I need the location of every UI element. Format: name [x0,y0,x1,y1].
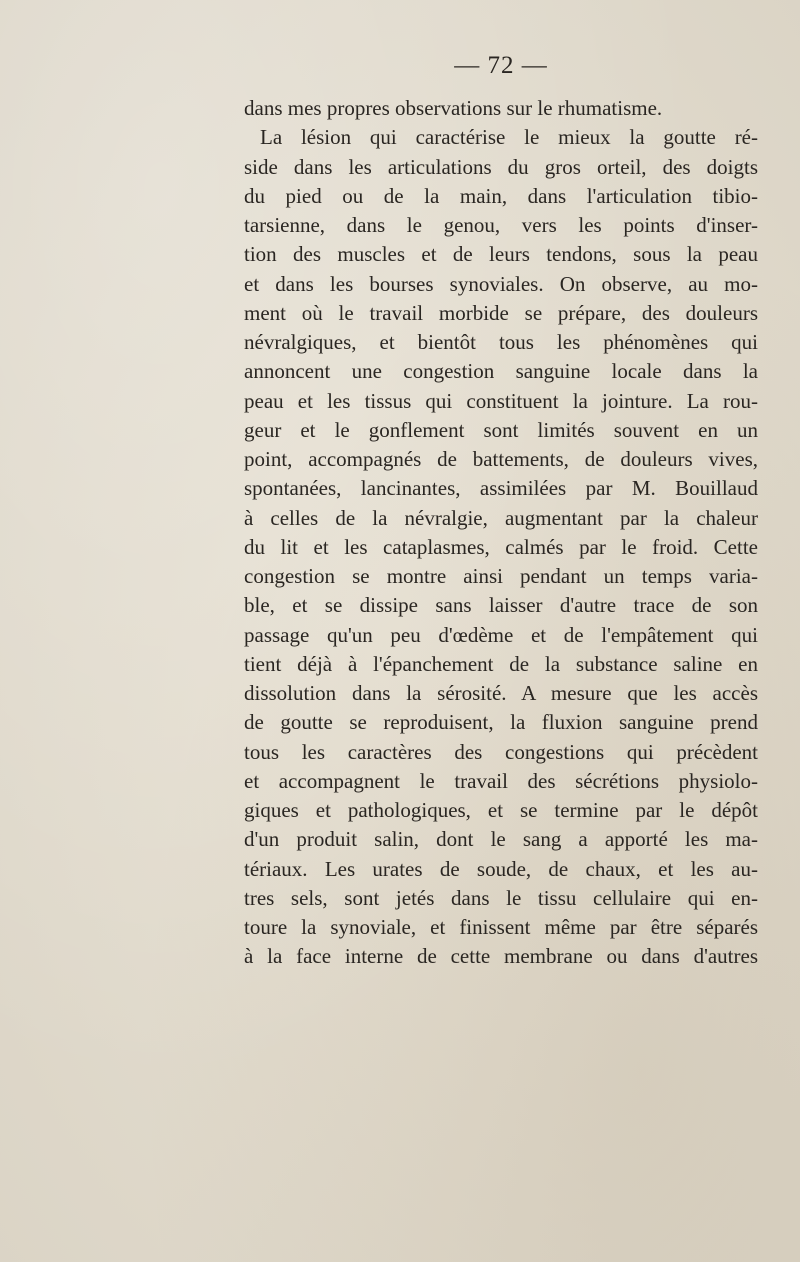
body-text [244,94,758,972]
text-line: du pied ou de la main, dans l'articulation tibio- [244,183,758,208]
text-line: annoncent une congestion sanguine locale dans la [244,359,758,384]
text-line: point, accompagnés de battements, de douleurs vives, [244,447,758,471]
text-line: tion des muscles et de leurs tendons, sous la peau [244,242,758,267]
text-line: tériaux. Les urates de soude, de chaux, et les au- [244,856,758,881]
text-line: La lésion qui caractérise le mieux la goutte ré- [260,125,758,150]
text-line: toure la synoviale, et finissent même par être séparés [244,915,758,939]
text-line: d'un produit salin, dont le sang a apporté les ma- [244,827,758,852]
text-line: tient déjà à l'épanchement de la substance saline en [244,651,758,676]
text-line: névralgiques, et bientôt tous les phénomènes qui [244,330,758,354]
text-line: dans mes propres observations sur le rhumatisme. [244,96,663,120]
text-line: et dans les bourses synoviales. On observe, au mo- [244,271,758,296]
text-line: tres sels, sont jetés dans le tissu cellulaire qui en- [244,885,758,910]
text-line: tarsienne, dans le genou, vers les points d'inser- [244,213,758,237]
text-line: ble, et se dissipe sans laisser d'autre trace de son [244,593,758,618]
text-line: giques et pathologiques, et se termine par le dépôt [244,798,758,822]
text-line: à la face interne de cette membrane ou dans d'autres [244,944,758,969]
text-line: congestion se montre ainsi pendant un temps varia- [244,564,758,588]
text-line: passage qu'un peu d'œdème et de l'empâtement qui [244,622,758,647]
page-number: — 72 — [454,52,548,79]
text-line: du lit et les cataplasmes, calmés par le froid. Cette [244,534,758,559]
text-line: spontanées, lancinantes, assimilées par M. Bouillaud [244,476,758,501]
text-line: side dans les articulations du gros orteil, des doigts [244,154,758,179]
text-line: et accompagnent le travail des sécrétions physiolo- [244,768,758,793]
text-line: de goutte se reproduisent, la fluxion sanguine prend [244,710,758,735]
text-line: peau et les tissus qui constituent la jointure. La rou- [244,388,758,413]
text-line: geur et le gonflement sont limités souvent en un [244,417,758,442]
text-line: à celles de la névralgie, augmentant par la chaleur [244,505,758,530]
text-line: dissolution dans la sérosité. A mesure que les accès [244,681,758,705]
text-line: ment où le travail morbide se prépare, des douleurs [244,300,758,325]
text-line: tous les caractères des congestions qui précèdent [244,739,758,764]
